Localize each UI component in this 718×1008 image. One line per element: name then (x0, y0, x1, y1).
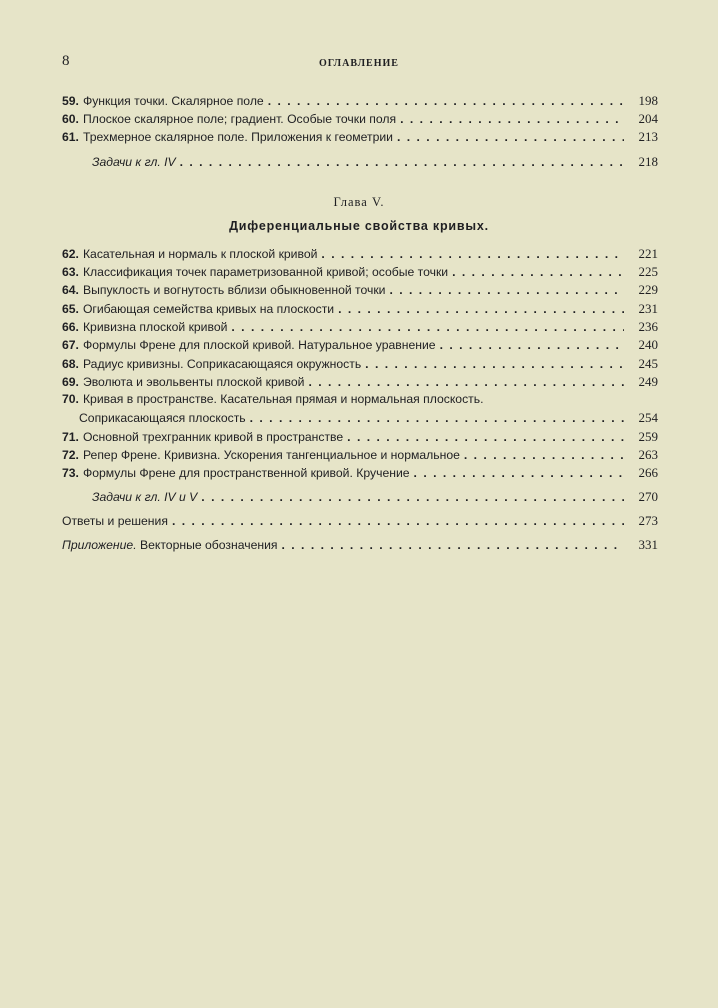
entry-title: Кривизна плоской кривой (82, 320, 228, 334)
toc-entry (62, 282, 658, 298)
section-number: 70. (62, 392, 79, 406)
toc-entry (62, 93, 658, 109)
dot-leader (400, 112, 624, 126)
section-number: 73. (62, 466, 79, 480)
dot-leader (250, 411, 624, 425)
dot-leader (172, 514, 624, 528)
dot-leader (308, 375, 624, 389)
section-number: 66. (62, 320, 79, 334)
toc-entry (62, 129, 658, 145)
toc-entry (62, 465, 658, 481)
toc-entry (62, 111, 658, 127)
toc-entry (62, 246, 658, 262)
toc-entry (62, 429, 658, 445)
page-ref: 331 (638, 537, 658, 552)
entry-title: Векторные обозначения (136, 538, 278, 552)
entry-title: Формулы Френе для пространственной кривой. Кручение (82, 466, 410, 480)
section-number: 69. (62, 375, 79, 389)
entry-title: Функция точки. Скалярное поле (82, 94, 264, 108)
toc-entry (62, 410, 658, 426)
section-number: 61. (62, 130, 79, 144)
page-ref: 225 (638, 264, 658, 279)
entry-title: Основной трехгранник кривой в пространстве (82, 430, 344, 444)
entry-title: Задачи к гл. IV (92, 155, 176, 169)
section-number: 64. (62, 283, 79, 297)
entry-title: Соприкасающаяся плоскость (79, 411, 246, 425)
section-number: 71. (62, 430, 79, 444)
page-ref: 270 (638, 489, 658, 504)
entry-title: Эволюта и эвольвенты плоской кривой (82, 375, 305, 389)
dot-leader (440, 338, 624, 352)
page-ref: 213 (638, 129, 658, 144)
page-ref: 249 (638, 374, 658, 389)
dot-leader (282, 538, 624, 552)
chapter-title: Диференциальные свойства кривых. (229, 219, 489, 233)
entry-title: Задачи к гл. IV и V (92, 490, 198, 504)
page-ref: 198 (638, 93, 658, 108)
toc-entry (62, 374, 658, 390)
dot-leader (347, 430, 624, 444)
page-ref: 240 (638, 337, 658, 352)
dot-leader (365, 357, 624, 371)
page-ref: 204 (638, 111, 658, 126)
toc-entry (62, 337, 658, 353)
toc-entry (62, 537, 658, 553)
section-number: 62. (62, 247, 79, 261)
toc-entry (62, 356, 658, 372)
entry-title: Трехмерное скалярное поле. Приложения к геометрии (82, 130, 393, 144)
entry-title: Кривая в пространстве. Касательная прямая и нормальная плоскость. (82, 392, 484, 406)
entry-title: Ответы и решения (62, 514, 168, 528)
entry-title: Радиус кривизны. Соприкасающаяся окружность (82, 357, 362, 371)
section-number: 68. (62, 357, 79, 371)
toc-entry (62, 447, 658, 463)
dot-leader (321, 247, 624, 261)
section-number: 63. (62, 265, 79, 279)
toc-entry (62, 154, 658, 170)
dot-leader (338, 302, 624, 316)
toc-entry (62, 301, 658, 317)
entry-title: Репер Френе. Кривизна. Ускорения тангенциальное и нормальное (82, 448, 460, 462)
dot-leader (414, 466, 624, 480)
entry-title: Классификация точек параметризованной кривой; особые точки (82, 265, 449, 279)
page-ref: 245 (638, 356, 658, 371)
page-ref: 259 (638, 429, 658, 444)
toc-entry (62, 319, 658, 335)
page-ref: 221 (638, 246, 658, 261)
section-number: 59. (62, 94, 79, 108)
toc-entry (62, 489, 658, 505)
entry-title-italic: Приложение. (62, 538, 137, 552)
dot-leader (397, 130, 624, 144)
dot-leader (389, 283, 624, 297)
dot-leader (464, 448, 624, 462)
page-ref: 229 (638, 282, 658, 297)
entry-title: Плоское скалярное поле; градиент. Особые точки поля (82, 112, 397, 126)
section-number: 67. (62, 338, 79, 352)
dot-leader (201, 490, 624, 504)
section-number: 60. (62, 112, 79, 126)
entry-title: Формулы Френе для плоской кривой. Натуральное уравнение (82, 338, 436, 352)
page-ref: 273 (638, 513, 658, 528)
toc-entry (62, 392, 658, 408)
page-ref: 236 (638, 319, 658, 334)
page-ref: 254 (638, 410, 658, 425)
page-ref: 218 (638, 154, 658, 169)
running-head: ОГЛАВЛЕНИЕ (319, 58, 399, 69)
entry-title: Выпуклость и вогнутость вблизи обыкновенной точки (82, 283, 386, 297)
dot-leader (452, 265, 624, 279)
page-ref: 266 (638, 465, 658, 480)
page-number: 8 (62, 53, 70, 69)
entry-title: Касательная и нормаль к плоской кривой (82, 247, 318, 261)
dot-leader (268, 94, 624, 108)
toc-entry (62, 513, 658, 529)
toc-entry (62, 264, 658, 280)
section-number: 65. (62, 302, 79, 316)
section-number: 72. (62, 448, 79, 462)
page-ref: 231 (638, 301, 658, 316)
chapter-label: Глава V. (333, 195, 385, 209)
page-ref: 263 (638, 447, 658, 462)
dot-leader (180, 155, 624, 169)
dot-leader (231, 320, 624, 334)
entry-title: Огибающая семейства кривых на плоскости (82, 302, 335, 316)
